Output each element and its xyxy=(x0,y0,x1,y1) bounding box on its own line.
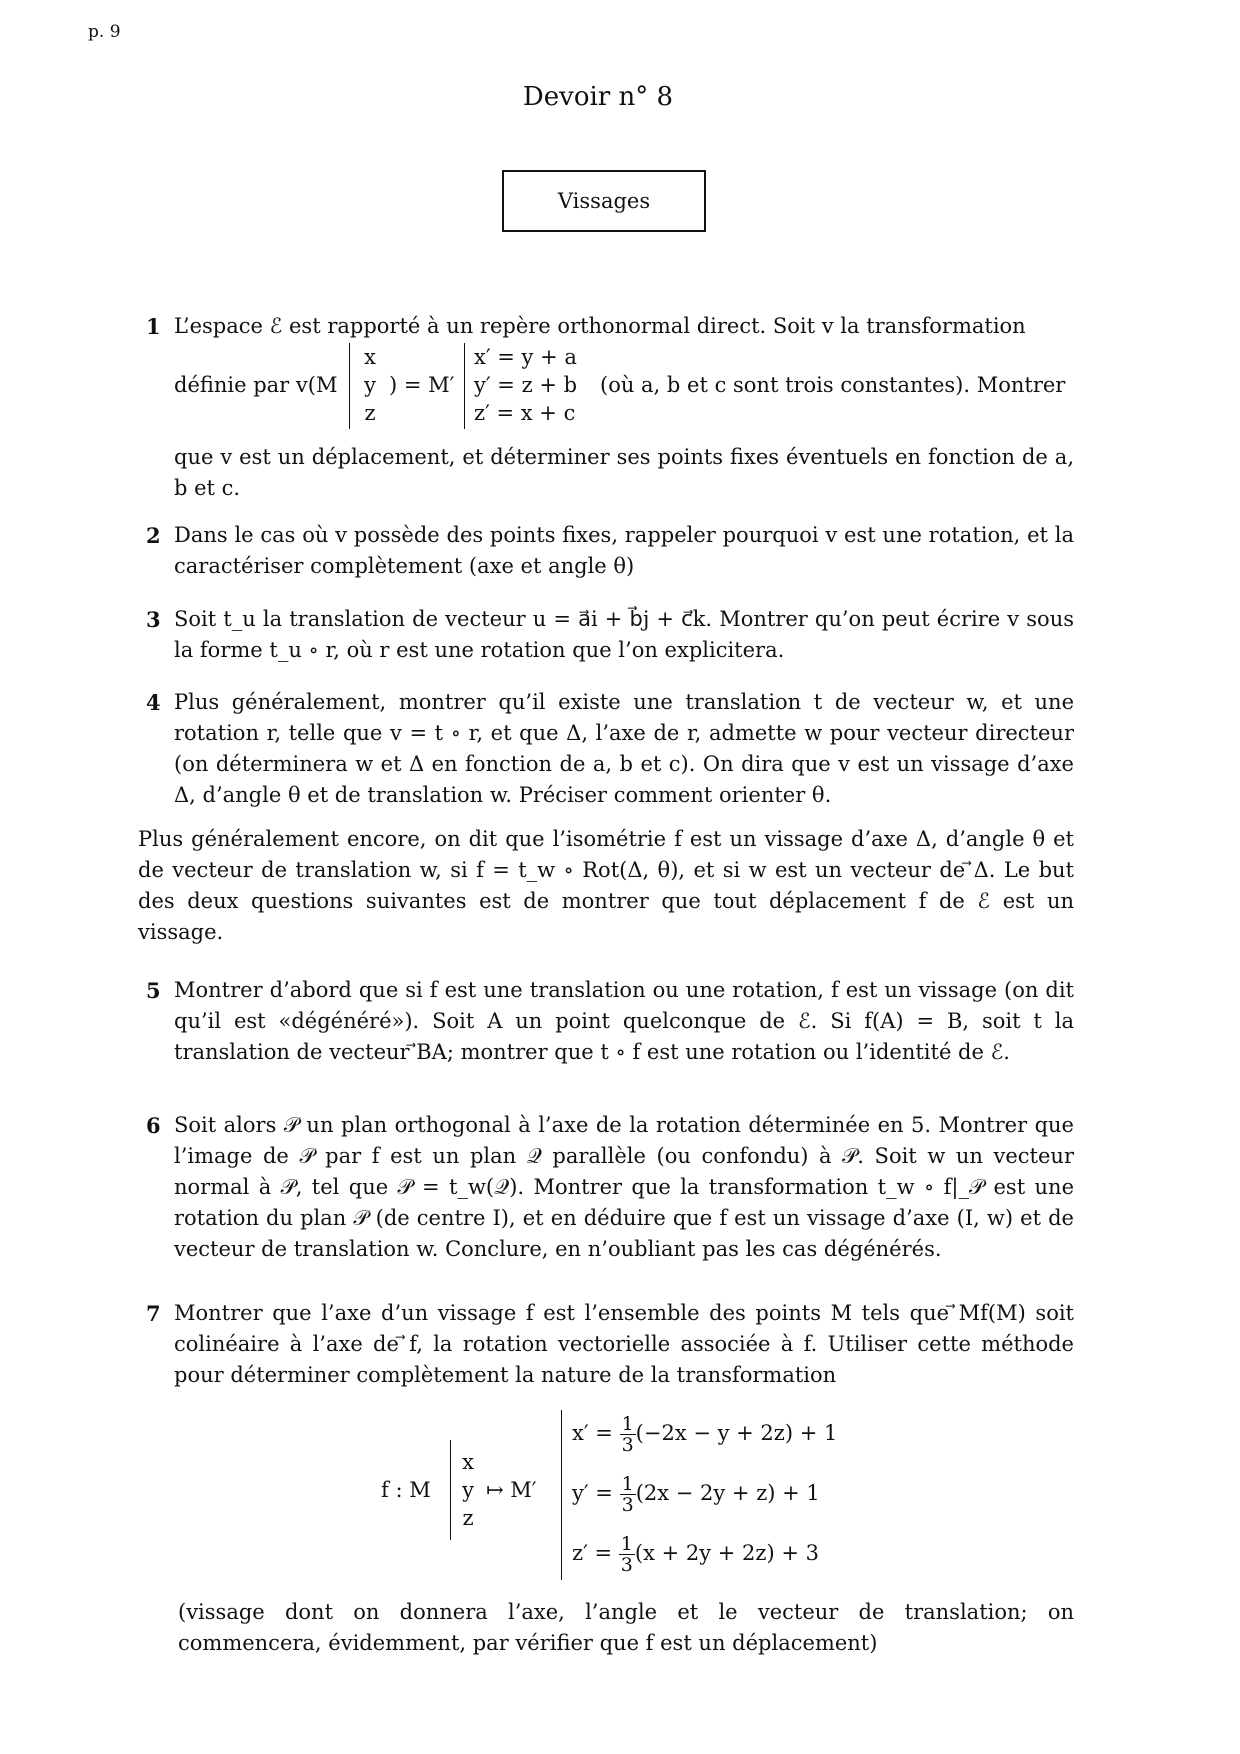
question-number: 2 xyxy=(146,523,161,548)
question-number: 6 xyxy=(146,1113,161,1138)
eq-rhs: (x + 2y + 2z) + 3 xyxy=(634,1541,819,1565)
intro-paragraph: Plus généralement encore, on dit que l’isométrie f est un vissage d’axe Δ, d’angle θ et de vecteur de translation w, si f = t_w ∘ Rot(Δ, θ), et si w est un vecteur de ⃗Δ. Le but des deux questions suivantes est de montrer que tout déplacement f de ℰ est un vissage. xyxy=(138,827,1074,944)
q1-col-in-z: z xyxy=(364,401,376,425)
question-1 xyxy=(146,311,1074,342)
eq-rhs: (−2x − y + 2z) + 1 xyxy=(635,1421,838,1445)
question-number: 7 xyxy=(146,1301,161,1326)
fraction xyxy=(620,1474,636,1515)
question-number: 3 xyxy=(146,607,161,632)
question-6-text: Soit alors 𝒫 un plan orthogonal à l’axe de la rotation déterminée en 5. Montrer que l’image de 𝒫 par f est un plan 𝒬 parallèle (ou confondu) à 𝒫. Soit w un vecteur normal à 𝒫, tel que 𝒫 = t_w(𝒬). Montrer que la transformation t_w ∘ f|_𝒫 est une rotation du plan 𝒫 (de centre I), et en déduire que f est un vissage d’axe (I, w) et de vecteur de translation w. Conclure, en n’oubliant pas les cas dégénérés. xyxy=(174,1113,1074,1261)
eq-lhs: x′ = xyxy=(572,1421,613,1445)
q1-eq-z: z′ = x + c xyxy=(474,401,576,425)
question-number: 4 xyxy=(146,690,161,715)
fraction-den: 3 xyxy=(621,1494,634,1516)
fraction xyxy=(619,1534,635,1575)
fraction-num: 1 xyxy=(621,1473,634,1495)
question-number: 1 xyxy=(146,314,161,339)
fraction xyxy=(620,1414,636,1455)
fraction-num: 1 xyxy=(621,1413,634,1435)
question-number: 5 xyxy=(146,978,161,1003)
question-2 xyxy=(146,520,1074,582)
question-2-text: Dans le cas où v possède des points fixes, rappeler pourquoi v est une rotation, et la caractériser complètement (axe et angle θ) xyxy=(174,523,1074,578)
question-7 xyxy=(146,1298,1074,1391)
question-6 xyxy=(146,1110,1074,1265)
question-5 xyxy=(146,975,1074,1068)
question-4 xyxy=(146,687,1074,811)
q7-map-in-z: z xyxy=(462,1506,474,1530)
page-title: Devoir n° 8 xyxy=(522,82,674,112)
q1-col-in-y: y xyxy=(364,373,376,397)
q1-lead: définie par v(M xyxy=(174,373,338,397)
q1-col-out xyxy=(474,343,577,427)
question-1-line3: que v est un déplacement, et déterminer ses points fixes éventuels en fonction de a, b et c. xyxy=(174,445,1074,500)
question-7-text: Montrer que l’axe d’un vissage f est l’ensemble des points M tels que ⃗Mf(M) soit colinéaire à l’axe de ⃗f, la rotation vectorielle associée à f. Utiliser cette méthode pour déterminer complètement la nature de la transformation xyxy=(174,1301,1074,1387)
fraction-den: 3 xyxy=(621,1434,634,1456)
boxed-title xyxy=(502,170,706,232)
fraction-den: 3 xyxy=(620,1554,633,1576)
q1-eq-y: y′ = z + b xyxy=(474,373,578,397)
q7-eq-z xyxy=(572,1534,819,1575)
question-5-text: Montrer d’abord que si f est une translation ou une rotation, f est un vissage (on dit qu’il est «dégénéré»). Soit A un point quelconque de ℰ. Si f(A) = B, soit t la translation de vecteur ⃗BA; montrer que t ∘ f est une rotation ou l’identité de ℰ. xyxy=(174,978,1074,1064)
question-3-text: Soit t_u la translation de vecteur u = a⃗i + b⃗j + c⃗k. Montrer qu’on peut écrire v sous la forme t_u ∘ r, où r est une rotation que l’on explicitera. xyxy=(174,607,1074,662)
q7-map-in-x: x xyxy=(462,1450,474,1474)
q7-bar-in xyxy=(450,1440,451,1540)
eq-lhs: z′ = xyxy=(572,1541,613,1565)
eq-lhs: y′ = xyxy=(572,1481,613,1505)
question-7-closing-text: (vissage dont on donnera l’axe, l’angle et le vecteur de translation; on commencera, évidemment, par vérifier que f est un déplacement) xyxy=(178,1600,1074,1655)
question-1-line1: L’espace ℰ est rapporté à un repère orthonormal direct. Soit v la transformation xyxy=(174,314,1026,338)
q7-map-arrow: ↦ M′ xyxy=(486,1478,537,1502)
page-number: p. 9 xyxy=(88,22,121,42)
q1-col-in xyxy=(360,343,380,427)
q7-eq-y xyxy=(572,1474,820,1515)
q7-map-in-y: y xyxy=(462,1478,474,1502)
question-4-text: Plus généralement, montrer qu’il existe une translation t de vecteur w, et une rotation r, telle que v = t ∘ r, et que Δ, l’axe de r, admette w pour vecteur directeur (on déterminera w et Δ en fonction de a, b et c). On dira que v est un vissage d’axe Δ, d’angle θ et de translation w. Préciser comment orienter θ. xyxy=(174,690,1074,807)
question-3 xyxy=(146,604,1074,666)
q1-bar-in xyxy=(349,343,350,429)
fraction-num: 1 xyxy=(620,1533,633,1555)
eq-rhs: (2x − 2y + z) + 1 xyxy=(635,1481,820,1505)
q1-trail: (où a, b et c sont trois constantes). Montrer xyxy=(600,373,1066,397)
boxed-title-text: Vissages xyxy=(557,189,651,213)
question-7-closing xyxy=(154,1597,1074,1659)
q1-col-in-x: x xyxy=(364,345,376,369)
q7-map-in xyxy=(458,1448,478,1532)
q1-eq-x: x′ = y + a xyxy=(474,345,577,369)
q7-eq-x xyxy=(572,1414,837,1455)
q1-mid: ) = M′ xyxy=(389,373,455,397)
question-1-cont xyxy=(146,442,1074,504)
q7-map-left: f : M xyxy=(381,1478,431,1502)
q7-bar-out xyxy=(561,1410,562,1580)
q1-bar-out xyxy=(464,343,465,429)
